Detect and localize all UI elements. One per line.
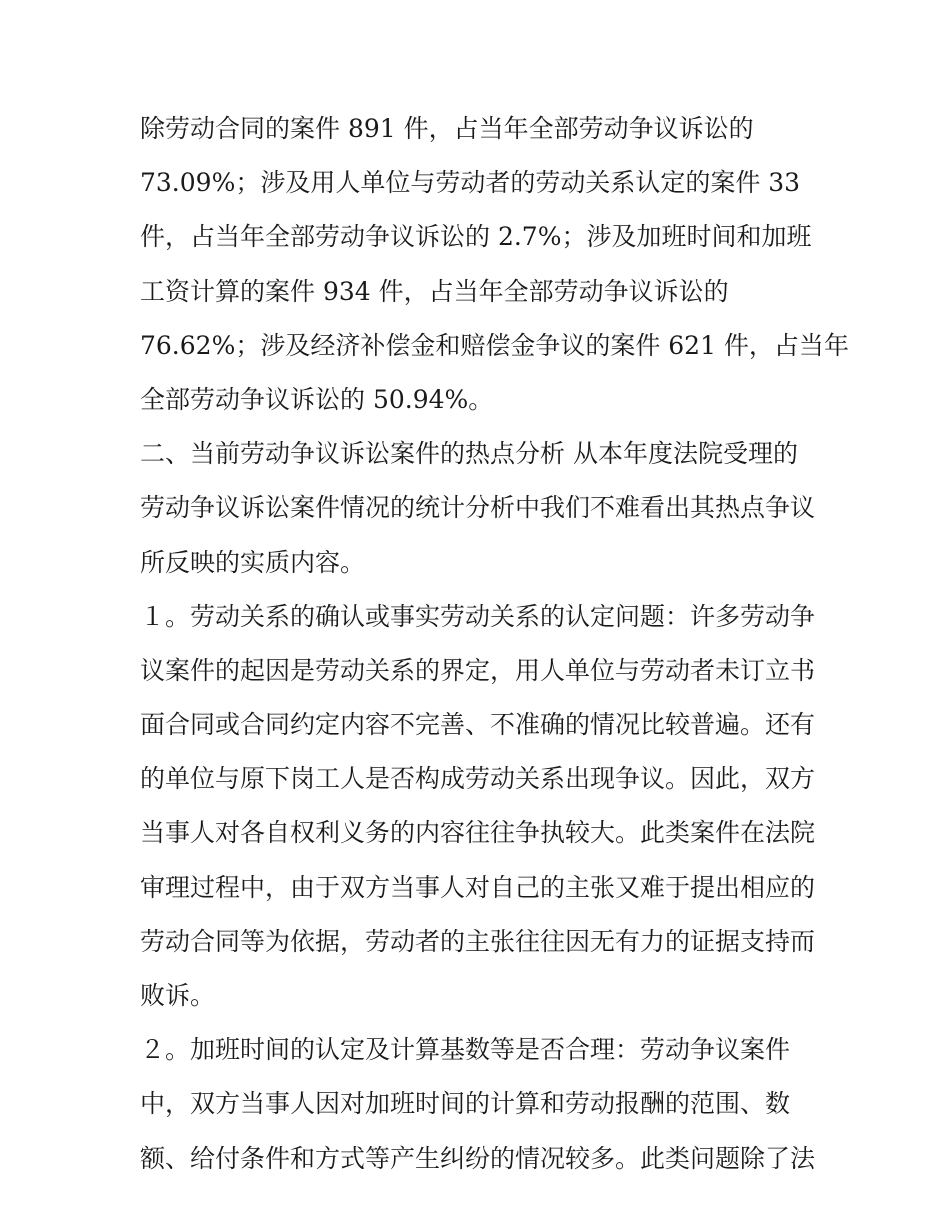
text-line: 劳动合同等为依据，劳动者的主张往往因无有力的证据支持而 — [140, 926, 816, 956]
text-line: 的单位与原下岗工人是否构成劳动关系出现争议。因此，双方 — [140, 764, 816, 794]
text-line: 劳动争议诉讼案件情况的统计分析中我们不难看出其热点争议 — [140, 493, 816, 523]
text-line: 当事人对各自权利义务的内容往往争执较大。此类案件在法院 — [140, 818, 816, 848]
text-line: 所反映的实质内容。 — [140, 547, 366, 577]
text-line: 76.62%；涉及经济补偿金和赔偿金争议的案件 621 件，占当年 — [140, 330, 849, 360]
text-line: 败诉。 — [140, 981, 216, 1010]
text-line: 议案件的起因是劳动关系的界定，用人单位与劳动者未订立书 — [140, 655, 816, 685]
text-line: 面合同或合同约定内容不完善、不准确的情况比较普遍。还有 — [140, 710, 816, 740]
text-line: 额、给付条件和方式等产生纠纷的情况较多。此类问题除了法 — [140, 1143, 816, 1173]
list-item-2-line: ２。加班时间的认定及计算基数等是否合理：劳动争议案件 — [140, 1035, 791, 1065]
text-line: 工资计算的案件 934 件，占当年全部劳动争议诉讼的 — [140, 276, 729, 306]
text-line: 全部劳动争议诉讼的 50.94%。 — [140, 384, 494, 414]
text-line: 审理过程中，由于双方当事人对自己的主张又难于提出相应的 — [140, 872, 816, 902]
list-item-1-line: １。劳动关系的确认或事实劳动关系的认定问题：许多劳动争 — [140, 601, 816, 631]
text-line: 件，占当年全部劳动争议诉讼的 2.7%；涉及加班时间和加班 — [140, 222, 812, 252]
document-body — [140, 102, 849, 1186]
text-line: 73.09%；涉及用人单位与劳动者的劳动关系认定的案件 33 — [140, 168, 801, 198]
text-line: 除劳动合同的案件 891 件，占当年全部劳动争议诉讼的 — [140, 114, 754, 143]
section-heading-line: 二、当前劳动争议诉讼案件的热点分析 从本年度法院受理的 — [140, 439, 798, 469]
text-line: 中，双方当事人因对加班时间的计算和劳动报酬的范围、数 — [140, 1089, 791, 1119]
